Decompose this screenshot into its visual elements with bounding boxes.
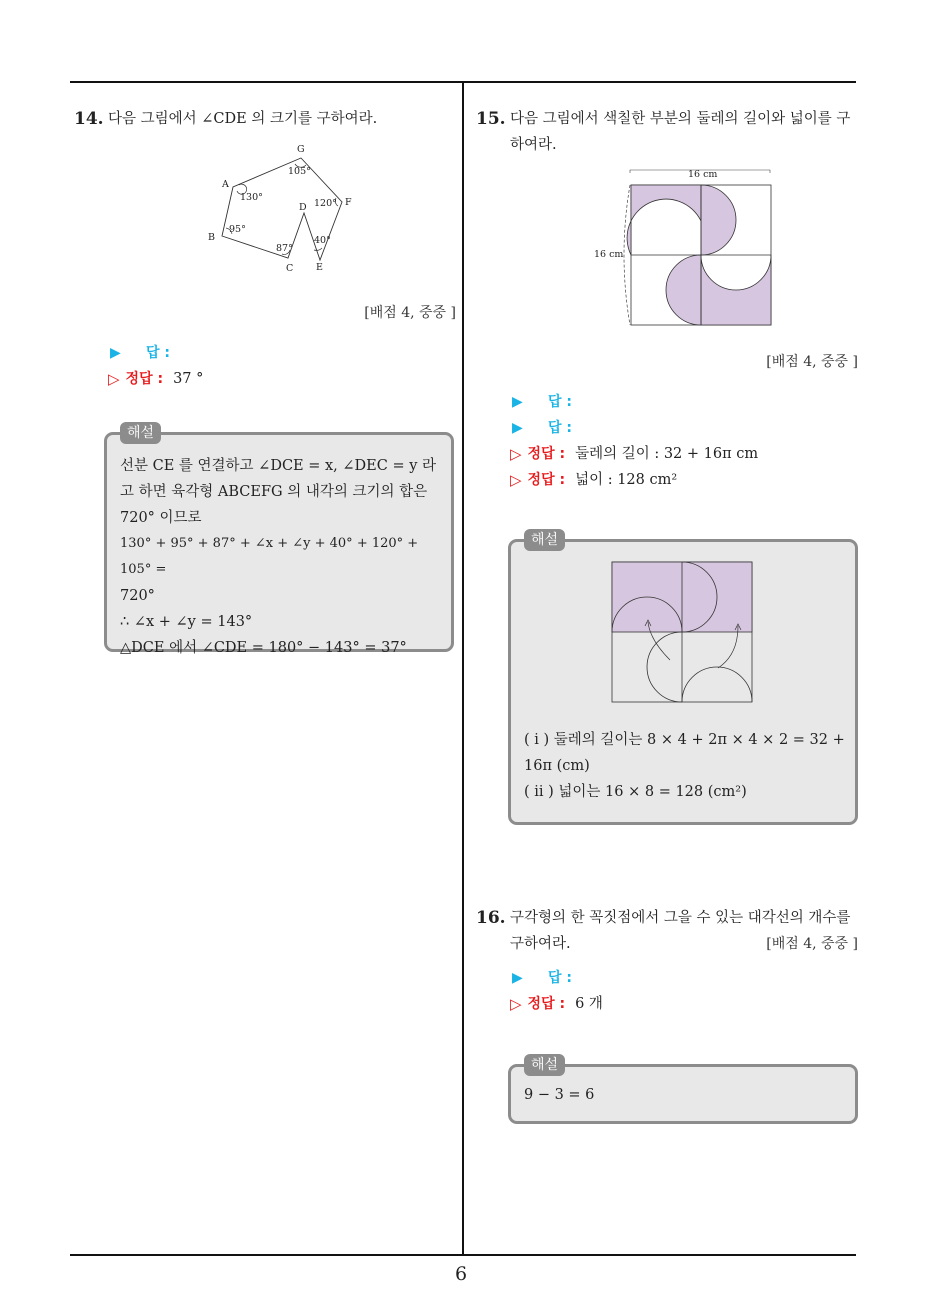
page-number: 6 bbox=[455, 1263, 468, 1285]
correct-label: 정답 : bbox=[527, 996, 566, 1012]
point-label-F: F bbox=[345, 197, 352, 208]
point-label-A: A bbox=[222, 179, 229, 190]
correct-label: 정답 : bbox=[125, 371, 164, 387]
solution-tab: 해설 bbox=[524, 1054, 565, 1076]
q15-answer-block bbox=[476, 349, 858, 493]
point-label-D: D bbox=[299, 202, 307, 213]
score-label: [배점 4, 중중 ] bbox=[364, 305, 456, 321]
answer-label: 답 : bbox=[548, 970, 572, 986]
solution-tab: 해설 bbox=[524, 529, 565, 551]
correct-value-perimeter: 둘레의 길이 : 32 + 16π cm bbox=[575, 446, 759, 462]
correct-value: 6 개 bbox=[575, 996, 603, 1012]
question-15 bbox=[476, 106, 858, 158]
question-text: 구각형의 한 꼭짓점에서 그을 수 있는 대각선의 개수를 구하여라. bbox=[510, 910, 851, 952]
solution-line: 선분 CE 를 연결하고 ∠DCE = x, ∠DEC = y 라 bbox=[120, 458, 437, 474]
q14-answer-block bbox=[74, 300, 456, 392]
solution-line: △DCE 에서 ∠CDE = 180° − 143° = 37° bbox=[120, 640, 407, 656]
solution-line: 720° bbox=[120, 588, 155, 604]
question-text: 다음 그림에서 ∠CDE 의 크기를 구하여라. bbox=[108, 111, 378, 127]
solution-line: 130° + 95° + 87° + ∠x + ∠y + 40° + 120° + 105° = bbox=[120, 536, 419, 577]
angle-label-95: 95° bbox=[229, 224, 246, 235]
side-length-label: 16 cm bbox=[594, 249, 624, 260]
correct-label: 정답 : bbox=[527, 472, 566, 488]
point-label-C: C bbox=[286, 263, 294, 274]
filled-triangle-icon: ▶ bbox=[512, 970, 523, 986]
score-label: [배점 4, 중중 ] bbox=[766, 354, 858, 370]
question-number: 16. bbox=[476, 908, 506, 928]
point-label-B: B bbox=[208, 232, 215, 243]
question-number: 15. bbox=[476, 109, 506, 129]
outline-triangle-icon: ▷ bbox=[510, 445, 522, 463]
solution-tab: 해설 bbox=[120, 422, 161, 444]
angle-label-40: 40° bbox=[314, 235, 331, 246]
solution-line: 고 하면 육각형 ABCEFG 의 내각의 크기의 합은 bbox=[120, 484, 428, 500]
solution-line: 9 − 3 = 6 bbox=[524, 1087, 595, 1103]
correct-value-area: 넓이 : 128 cm² bbox=[575, 472, 678, 488]
column-divider bbox=[462, 82, 464, 1256]
solution-line: 16π (cm) bbox=[524, 758, 590, 774]
question-number: 14. bbox=[74, 109, 104, 129]
answer-row bbox=[476, 389, 858, 415]
answer-label: 답 : bbox=[146, 345, 170, 361]
correct-value: 37 ° bbox=[173, 371, 204, 387]
outline-triangle-icon: ▷ bbox=[510, 471, 522, 489]
answer-label: 답 : bbox=[548, 394, 572, 410]
outline-triangle-icon: ▷ bbox=[510, 995, 522, 1013]
angle-label-120: 120° bbox=[314, 198, 337, 209]
point-label-G: G bbox=[297, 144, 305, 155]
answer-row bbox=[74, 340, 456, 366]
filled-triangle-icon: ▶ bbox=[110, 345, 121, 361]
filled-triangle-icon: ▶ bbox=[512, 420, 523, 436]
question-14 bbox=[74, 106, 456, 132]
angle-label-87: 87° bbox=[276, 243, 293, 254]
solution-line: ∴ ∠x + ∠y = 143° bbox=[120, 614, 253, 630]
solution-rearrangement-figure bbox=[610, 560, 756, 706]
hexagon-figure bbox=[200, 140, 360, 275]
correct-answer-row bbox=[476, 441, 858, 467]
correct-answer-row bbox=[74, 366, 456, 392]
outline-triangle-icon: ▷ bbox=[108, 370, 120, 388]
answer-label: 답 : bbox=[548, 420, 572, 436]
correct-answer-row bbox=[476, 467, 858, 493]
solution-box-14 bbox=[104, 432, 454, 656]
filled-triangle-icon: ▶ bbox=[512, 394, 523, 410]
question-16 bbox=[476, 905, 858, 1017]
correct-answer-row bbox=[476, 991, 858, 1017]
correct-label: 정답 : bbox=[527, 446, 566, 462]
top-length-label: 16 cm bbox=[688, 169, 718, 180]
shaded-square-figure bbox=[590, 165, 775, 330]
angle-label-105: 105° bbox=[288, 166, 311, 177]
solution-line: ( i ) 둘레의 길이는 8 × 4 + 2π × 4 × 2 = 32 + bbox=[524, 732, 845, 748]
score-label: [배점 4, 중중 ] bbox=[766, 936, 858, 952]
answer-row bbox=[476, 415, 858, 441]
solution-line: 720° 이므로 bbox=[120, 510, 202, 526]
answer-row bbox=[476, 965, 858, 991]
solution-line: ( ii ) 넓이는 16 × 8 = 128 (cm²) bbox=[524, 784, 747, 800]
angle-label-130: 130° bbox=[240, 192, 263, 203]
question-text: 다음 그림에서 색칠한 부분의 둘레의 길이와 넓이를 구하여라. bbox=[510, 111, 851, 153]
point-label-E: E bbox=[316, 262, 323, 273]
